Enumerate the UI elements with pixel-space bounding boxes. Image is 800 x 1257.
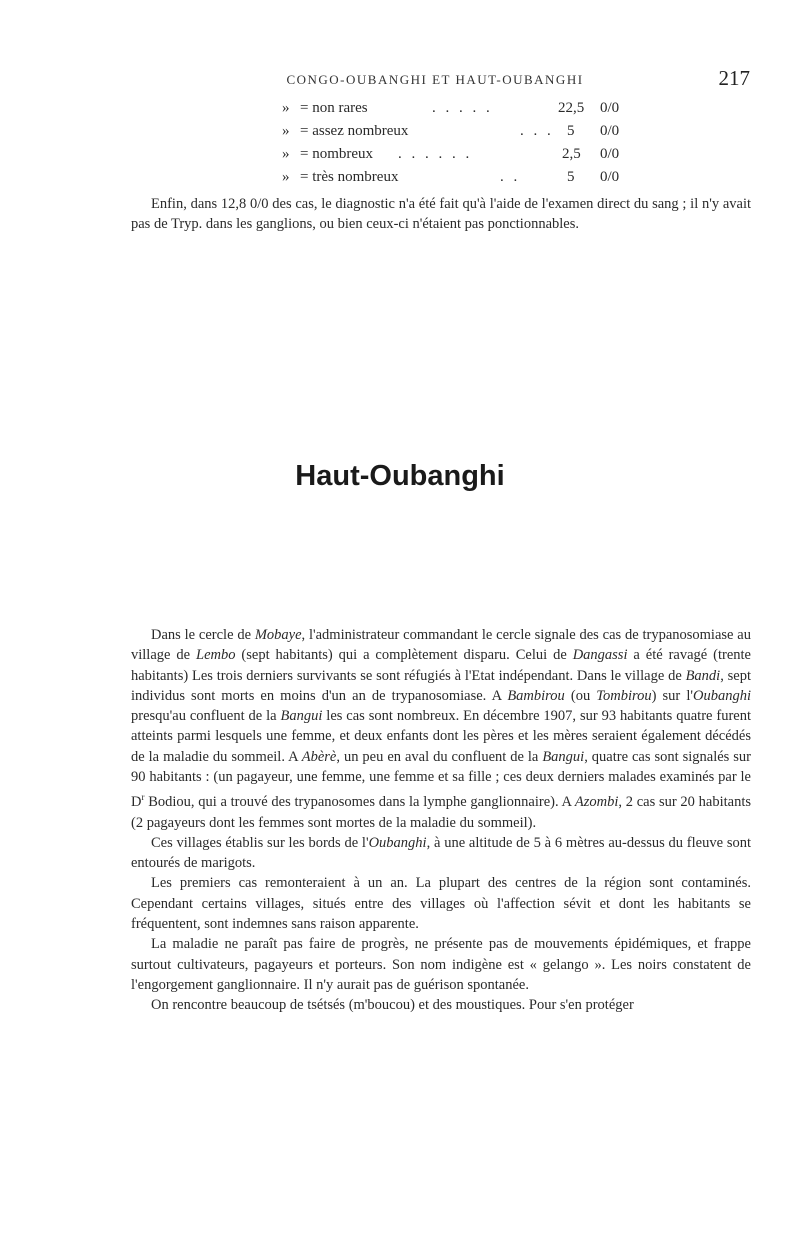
- section-body: [131, 625, 751, 1015]
- page-header: [180, 66, 750, 96]
- stat-value: 5: [567, 169, 575, 185]
- leader-dots: . . . . .: [432, 100, 493, 116]
- text-run: , 2 cas sur 20 habitants (2 pagayeurs dont les femmes sont mortes de la maladie du sommeil).: [131, 794, 751, 831]
- text-run: Dans le cercle de: [151, 627, 255, 643]
- stat-unit: 0/0: [600, 123, 620, 139]
- paragraph-3: Les premiers cas remonteraient à un an. La plupart des centres de la région sont contaminés. Cependant certains villages, situés entre des villages où l'affection sévit et dont les habitants se fréquentent, sont indemnes sans raison apparente.: [131, 875, 751, 932]
- stat-label: = non rares: [300, 100, 368, 116]
- place-name: Lembo: [196, 647, 236, 664]
- paragraph-2: [131, 833, 751, 874]
- stat-row: [0, 146, 800, 169]
- leader-dots: . . . . . .: [398, 146, 473, 162]
- place-name: Bangui: [542, 748, 585, 765]
- text-run: , quatre cas sont signalés sur 90 habitants : (un pagayeur, une femme, une femme et sa fille ; ces deux derniers malades examinés par le D: [131, 748, 751, 811]
- leader-dots: . . .: [520, 123, 554, 139]
- stat-unit: 0/0: [600, 146, 620, 162]
- intro-paragraph-block: [131, 194, 751, 235]
- section-title: Haut-Oubanghi: [295, 460, 505, 492]
- place-name: Mobaye: [254, 627, 302, 643]
- place-name: Tombirou: [596, 687, 652, 704]
- ditto-mark: »: [282, 123, 290, 139]
- superscript: r: [141, 792, 145, 803]
- place-name: Bambirou: [507, 687, 565, 704]
- stat-value: 22,5: [558, 100, 585, 116]
- paragraph-4: La maladie ne paraît pas faire de progrès, ne présente pas de mouvements épidémiques, et frappe surtout cultivateurs, pagayeurs et porteurs. Son nom indigène est « gelango ». Les noirs constatent de l'engorgement ganglionnaire. Il n'y aurait pas de guérison spontanée.: [131, 936, 751, 993]
- stat-label: = très nombreux: [300, 169, 399, 185]
- stat-label: = nombreux: [300, 146, 374, 162]
- place-name: Abèrè: [301, 748, 337, 765]
- text-run: ) sur l': [651, 687, 693, 704]
- stat-unit: 0/0: [600, 169, 620, 185]
- stat-value: 5: [567, 123, 575, 139]
- text-run: , un peu en aval du confluent de la: [336, 748, 543, 765]
- place-name: Azombi: [574, 794, 619, 811]
- paragraph-5: On rencontre beaucoup de tsétsés (m'boucou) et des moustiques. Pour s'en protéger: [151, 997, 634, 1014]
- ditto-mark: »: [282, 146, 290, 162]
- stat-row: [0, 100, 800, 123]
- statistics-list: [0, 100, 800, 192]
- text-run: a été ravagé (trente habitants) Les trois derniers survivants se sont réfugiés à l'Etat indépendant. Dans le village de: [131, 647, 751, 684]
- text-run: (ou: [564, 687, 597, 704]
- text-run: (sept habitants) qui a complètement disparu. Celui de: [235, 647, 573, 664]
- leader-dots: . .: [500, 169, 521, 185]
- text-run: , sept individus sont morts en moins d'un an de trypanosomiase. A: [131, 667, 751, 704]
- stat-row: [0, 123, 800, 146]
- page-number: 217: [718, 66, 750, 90]
- paragraph-1: [131, 625, 751, 833]
- place-name: Oubanghi: [368, 834, 427, 851]
- ditto-mark: »: [282, 100, 290, 116]
- ditto-mark: »: [282, 169, 290, 185]
- stat-unit: 0/0: [600, 100, 620, 116]
- text-run: Bodiou, qui a trouvé des trypanosomes dans la lymphe ganglionnaire). A: [144, 794, 575, 811]
- place-name: Bangui: [280, 708, 323, 725]
- stat-row: [0, 169, 800, 192]
- intro-paragraph: Enfin, dans 12,8 0/0 des cas, le diagnostic n'a été fait qu'à l'aide de l'examen direct du sang ; il n'y avait pas de Tryp. dans les ganglions, ou bien ceux-ci n'étaient pas ponctionnables.: [131, 196, 751, 233]
- text-run: presqu'au confluent de la: [131, 708, 281, 725]
- stat-value: 2,5: [562, 146, 581, 162]
- place-name: Oubanghi: [692, 687, 751, 704]
- text-run: , à une altitude de 5 à 6 mètres au-dessus du fleuve sont entourés de marigots.: [131, 834, 751, 872]
- text-run: , l'administrateur commandant le cercle signale des cas de trypanosomiase au village de: [131, 627, 751, 664]
- place-name: Dangassi: [572, 647, 628, 664]
- place-name: Bandi: [685, 667, 721, 684]
- text-run: les cas sont nombreux. En décembre 1907, sur 93 habitants quatre furent atteints parmi lesquels une femme, et deux enfants dont les pères et les mères seraient également décédés de la maladie du sommeil. A: [131, 708, 751, 765]
- running-title: CONGO-OUBANGHI ET HAUT-OUBANGHI: [286, 72, 584, 87]
- stat-label: = assez nombreux: [300, 123, 409, 139]
- text-run: Ces villages établis sur les bords de l': [151, 834, 369, 851]
